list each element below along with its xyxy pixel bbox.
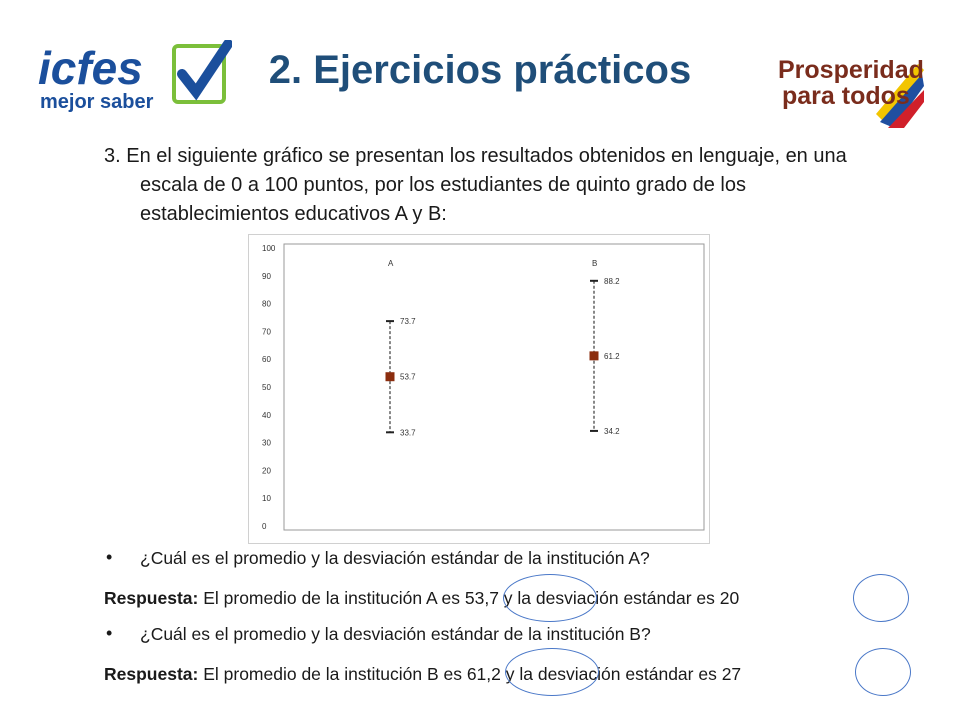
icfes-tagline: mejor saber (40, 91, 154, 113)
y-tick-label: 90 (262, 271, 271, 281)
mean-marker (590, 351, 599, 360)
prosperidad-logo (776, 44, 924, 128)
highlight-circle (855, 648, 911, 696)
category-label: A (388, 259, 394, 268)
data-label: 61.2 (604, 351, 620, 361)
highlight-circle (505, 648, 599, 696)
category-label: B (592, 259, 598, 268)
question-b: • ¿Cuál es el promedio y la desviación estándar de la institución B? (140, 624, 651, 645)
y-tick-label: 0 (262, 522, 267, 531)
plot-area (284, 244, 704, 530)
y-tick-label: 50 (262, 383, 271, 392)
y-tick-label: 10 (262, 494, 271, 504)
y-tick-label: 60 (262, 355, 271, 365)
data-label: 88.2 (604, 276, 620, 286)
mean-marker (386, 372, 395, 381)
page-title: 2. Ejercicios prácticos (268, 48, 692, 92)
y-tick-label: 100 (262, 244, 276, 253)
answer-a-text: El promedio de la institución A es 53,7 y la desviación estándar es 20 (198, 588, 740, 608)
answer-a (104, 588, 739, 609)
question-a: • ¿Cuál es el promedio y la desviación estándar de la institución A? (140, 548, 650, 569)
y-tick-label: 80 (262, 299, 271, 309)
icfes-wordmark: icfes (38, 42, 143, 94)
y-tick-label: 20 (262, 466, 271, 476)
results-chart (248, 234, 710, 544)
data-label: 73.7 (400, 317, 416, 327)
highlight-circle (853, 574, 909, 622)
y-tick-label: 40 (262, 410, 271, 420)
answer-a-label: Respuesta: (104, 588, 199, 608)
highlight-circle (503, 574, 597, 622)
answer-b (104, 664, 741, 685)
data-label: 33.7 (400, 428, 416, 438)
y-tick-label: 70 (262, 327, 271, 337)
data-label: 34.2 (604, 426, 620, 436)
logo-line-1: Prosperidad (778, 56, 924, 84)
answer-b-text: El promedio de la institución B es 61,2 y la desviación estándar es 27 (198, 664, 742, 684)
exercise-statement: 3. En el siguiente gráfico se presentan los resultados obtenidos en lenguaje, en una escala de 0 a 100 puntos, por los estudiantes de quinto grado de los establecimientos educativos A y B: (104, 145, 847, 225)
data-label: 53.7 (400, 372, 416, 382)
answer-b-label: Respuesta: (104, 664, 199, 684)
logo-line-2: para todos (782, 82, 910, 110)
y-tick-label: 30 (262, 438, 271, 448)
